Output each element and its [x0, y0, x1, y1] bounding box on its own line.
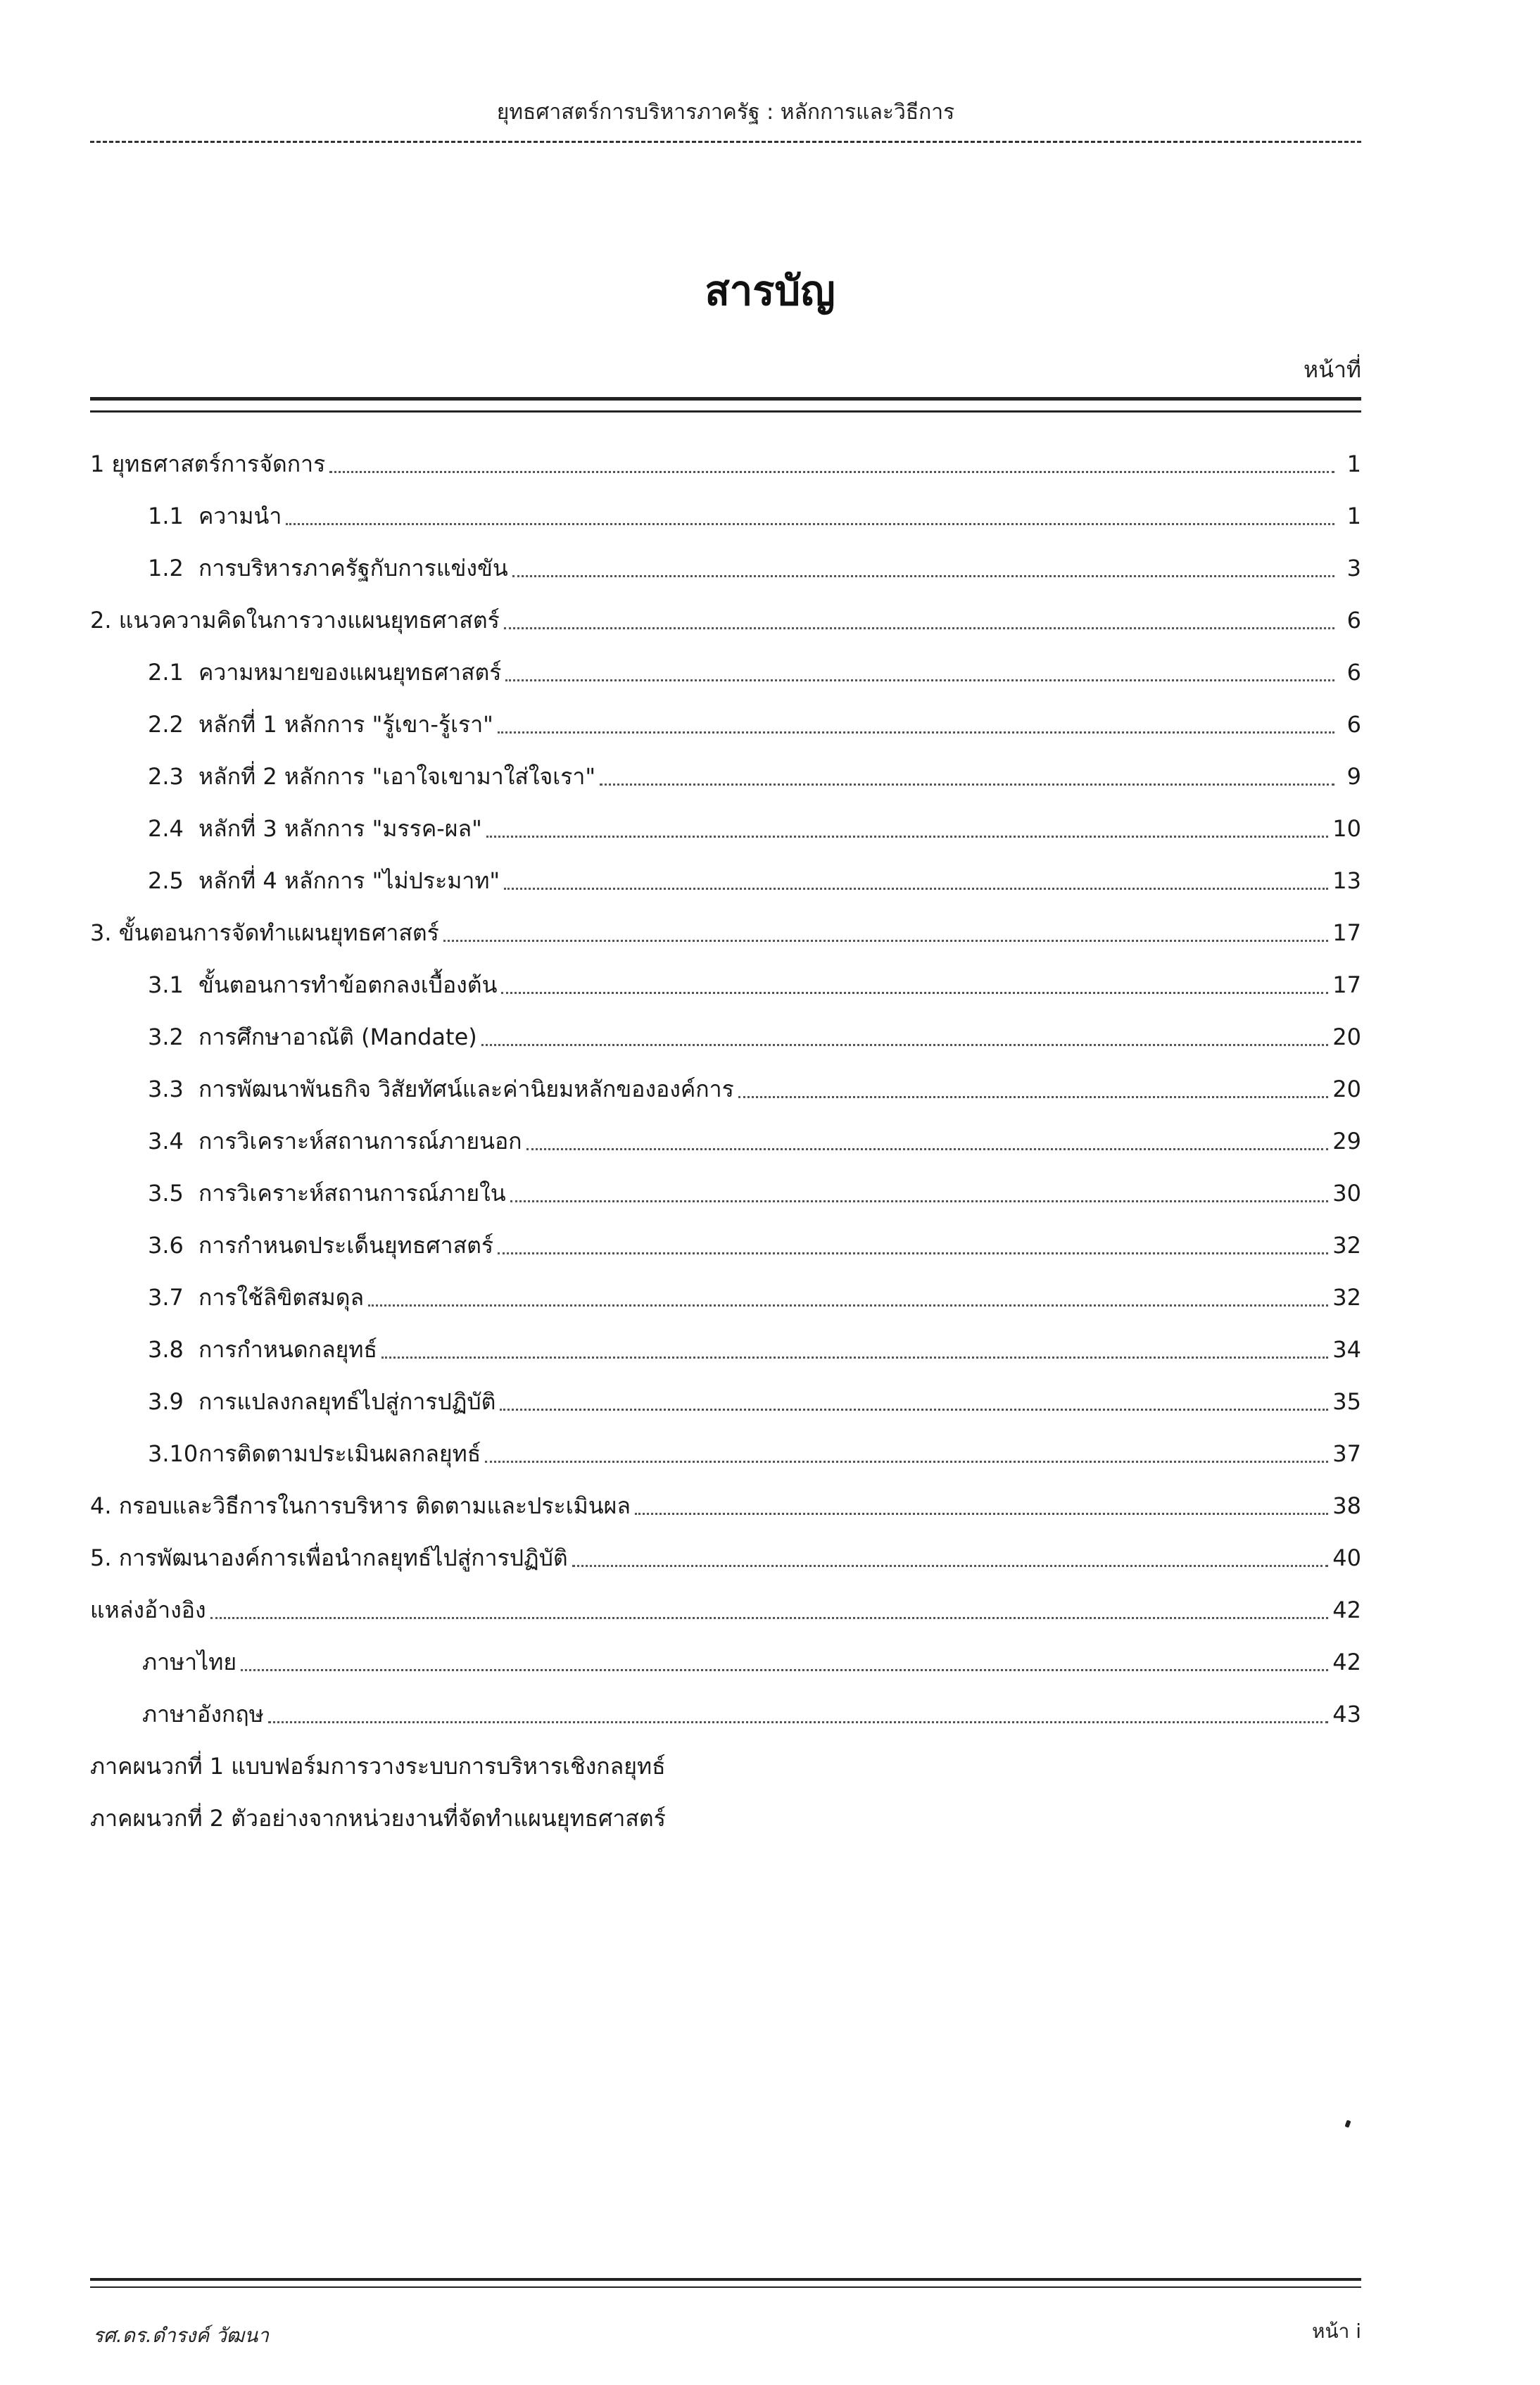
- toc-leader-dots: [504, 888, 1328, 890]
- toc-entry: [90, 438, 1361, 490]
- toc-entry: [90, 1792, 1361, 1844]
- toc-entry-number: 2.: [90, 607, 112, 634]
- toc-entry: [90, 1011, 1361, 1063]
- toc-leader-dots: [241, 1669, 1328, 1671]
- toc-entry: [90, 855, 1361, 907]
- toc-entry: [90, 1115, 1361, 1167]
- toc-entry-number: 3.3: [148, 1076, 184, 1102]
- toc-entry-number: 4.: [90, 1492, 112, 1519]
- toc-leader-dots: [381, 1357, 1328, 1359]
- toc-entry-title: ภาคผนวกที่ 2 ตัวอย่างจากหน่วยงานที่จัดทำแผนยุทธศาสตร์: [90, 1804, 666, 1832]
- toc-entry-title: หลักที่ 4 หลักการ "ไม่ประมาท": [198, 867, 500, 894]
- toc-leader-dots: [526, 1148, 1329, 1150]
- toc-entry-page: 37: [1332, 1440, 1361, 1467]
- toc-entry-number: 3.5: [148, 1180, 184, 1207]
- toc-entry-number: 1.2: [148, 555, 184, 581]
- toc-divider: [90, 397, 1361, 413]
- toc-entry-number: 2.1: [148, 659, 184, 686]
- toc-leader-dots: [498, 731, 1334, 734]
- toc-entry-title: หลักที่ 3 หลักการ "มรรค-ผล": [198, 814, 482, 842]
- toc-entry-title: การแปลงกลยุทธ์ไปสู่การปฏิบัติ: [198, 1387, 496, 1415]
- toc-entry: [90, 1376, 1361, 1428]
- toc-entry-title: การกำหนดกลยุทธ์: [198, 1335, 377, 1363]
- toc-entry-title: ความหมายของแผนยุทธศาสตร์: [198, 658, 502, 686]
- toc-leader-dots: [329, 471, 1334, 473]
- toc-entry: [90, 1636, 1361, 1688]
- toc-entry-number: 3.4: [148, 1128, 184, 1154]
- toc-entry-title: กรอบและวิธีการในการบริหาร ติดตามและประเมินผล: [118, 1492, 631, 1519]
- toc-entry-number: 2.2: [148, 711, 184, 738]
- toc-entry-title: หลักที่ 1 หลักการ "รู้เขา-รู้เรา": [198, 710, 493, 738]
- toc-entry-title: ภาษาไทย: [142, 1648, 237, 1675]
- toc-leader-dots: [510, 1200, 1329, 1202]
- toc-entry: [90, 959, 1361, 1011]
- toc-entry: [90, 1428, 1361, 1480]
- toc-entry-page: 3: [1346, 555, 1361, 581]
- toc-entry-page: 20: [1332, 1024, 1361, 1050]
- toc-entry-title: การบริหารภาครัฐกับการแข่งขัน: [198, 554, 508, 581]
- toc-entry-page: 17: [1332, 971, 1361, 998]
- toc-entry-number: 3.9: [148, 1388, 184, 1415]
- toc-entry: [90, 1532, 1361, 1584]
- toc-entry-page: 32: [1332, 1284, 1361, 1311]
- toc-leader-dots: [501, 992, 1328, 994]
- footer-author: รศ.ดร.ดำรงค์ วัฒนา: [93, 2324, 269, 2347]
- toc-entry-page: 6: [1346, 607, 1361, 634]
- toc-leader-dots: [738, 1096, 1328, 1098]
- toc-entry-number: 5.: [90, 1544, 112, 1571]
- toc-leader-dots: [210, 1617, 1329, 1619]
- toc-entry-title: การพัฒนาองค์การเพื่อนำกลยุทธ์ไปสู่การปฏิบัติ: [118, 1544, 568, 1571]
- toc-entry-page: 38: [1332, 1492, 1361, 1519]
- toc-entry: [90, 594, 1361, 646]
- page-column-label: หน้าที่: [1303, 356, 1361, 383]
- toc-entry-title: แนวความคิดในการวางแผนยุทธศาสตร์: [118, 606, 500, 634]
- toc-entry-title: ความนำ: [198, 502, 282, 529]
- toc-entry: [90, 1219, 1361, 1271]
- toc-entry-page: 35: [1332, 1388, 1361, 1415]
- toc-entry-number: 1.1: [148, 503, 184, 529]
- toc-entry: [90, 1480, 1361, 1532]
- toc-entry-title: การศึกษาอาณัติ (Mandate): [198, 1023, 477, 1050]
- toc-entry-page: 32: [1332, 1232, 1361, 1259]
- toc-leader-dots: [481, 1044, 1329, 1046]
- toc-leader-dots: [368, 1304, 1328, 1307]
- toc-entry: [90, 1584, 1361, 1636]
- toc-entry-title: ขั้นตอนการทำข้อตกลงเบื้องต้น: [198, 971, 498, 998]
- toc-leader-dots: [500, 1409, 1328, 1411]
- toc-entry-page: 29: [1332, 1128, 1361, 1154]
- toc-entry-page: 13: [1332, 867, 1361, 894]
- toc-entry: [90, 1740, 1361, 1792]
- toc-leader-dots: [268, 1721, 1328, 1723]
- toc-entry-number: 3.: [90, 919, 112, 946]
- toc-entry-title: การพัฒนาพันธกิจ วิสัยทัศน์และค่านิยมหลักขององค์การ: [198, 1075, 734, 1102]
- toc-entry-page: 20: [1332, 1076, 1361, 1102]
- toc-entry-title: การวิเคราะห์สถานการณ์ภายนอก: [198, 1127, 522, 1154]
- toc-entry-page: 6: [1346, 711, 1361, 738]
- toc-leader-dots: [485, 1461, 1328, 1463]
- toc-entry-title: การติดตามประเมินผลกลยุทธ์: [198, 1440, 481, 1467]
- toc-entry-number: 3.6: [148, 1232, 184, 1259]
- toc-entry-title: แหล่งอ้างอิง: [90, 1596, 206, 1623]
- toc-entry-page: 9: [1346, 763, 1361, 790]
- toc-entry-page: 42: [1332, 1597, 1361, 1623]
- toc-leader-dots: [498, 1252, 1328, 1254]
- toc-entry-title: ยุทธศาสตร์การจัดการ: [111, 450, 326, 477]
- toc-leader-dots: [572, 1565, 1329, 1567]
- toc-entry-number: 3.10: [148, 1440, 198, 1467]
- running-header: ยุทธศาสตร์การบริหารภาครัฐ : หลักการและวิธีการ: [496, 100, 955, 125]
- toc-entry-title: การกำหนดประเด็นยุทธศาสตร์: [198, 1231, 494, 1259]
- toc-entry-number: 3.2: [148, 1024, 184, 1050]
- toc-entry: [90, 1323, 1361, 1376]
- footer-divider: [90, 2278, 1361, 2288]
- toc-entry-number: 2.3: [148, 763, 184, 790]
- toc-entry: [90, 750, 1361, 803]
- toc-entry: [90, 803, 1361, 855]
- toc-entry: [90, 907, 1361, 959]
- toc-leader-dots: [600, 784, 1334, 786]
- toc-entry-number: 2.4: [148, 815, 184, 842]
- toc-entry: [90, 490, 1361, 542]
- toc-leader-dots: [635, 1513, 1328, 1515]
- toc-entry-page: 42: [1332, 1649, 1361, 1675]
- footer-page-number: หน้า i: [1312, 2320, 1361, 2343]
- toc-entry-title: การวิเคราะห์สถานการณ์ภายใน: [198, 1179, 506, 1207]
- toc-entry-page: 40: [1332, 1544, 1361, 1571]
- toc-entry-title: หลักที่ 2 หลักการ "เอาใจเขามาใส่ใจเรา": [198, 762, 596, 790]
- toc-entry-number: 2.5: [148, 867, 184, 894]
- toc-entry-title: การใช้ลิขิตสมดุล: [198, 1283, 365, 1311]
- toc-entry: [90, 1167, 1361, 1219]
- toc-entry-page: 1: [1346, 451, 1361, 477]
- toc-entry-number: 3.1: [148, 971, 184, 998]
- toc-entry-page: 17: [1332, 919, 1361, 946]
- toc-entry: [90, 1271, 1361, 1323]
- toc-entry-page: 10: [1332, 815, 1361, 842]
- toc-entry-page: 1: [1346, 503, 1361, 529]
- toc-entry: [90, 542, 1361, 594]
- toc-entry: [90, 646, 1361, 698]
- toc-entry-number: 3.8: [148, 1336, 184, 1363]
- toc-entry: [90, 1688, 1361, 1740]
- toc-leader-dots: [505, 679, 1334, 681]
- toc-entry-page: 30: [1332, 1180, 1361, 1207]
- toc-entry-title: ขั้นตอนการจัดทำแผนยุทธศาสตร์: [118, 919, 439, 946]
- toc-leader-dots: [504, 627, 1334, 629]
- toc-entry-title: ภาคผนวกที่ 1 แบบฟอร์มการวางระบบการบริหารเชิงกลยุทธ์: [90, 1752, 666, 1780]
- toc-entry-number: 3.7: [148, 1284, 184, 1311]
- toc-entry: [90, 1063, 1361, 1115]
- toc-entry: [90, 698, 1361, 750]
- toc-entry-page: 34: [1332, 1336, 1361, 1363]
- toc-entry-page: 6: [1346, 659, 1361, 686]
- toc-leader-dots: [443, 940, 1328, 942]
- toc-entry-number: 1: [90, 451, 105, 477]
- header-divider: [90, 141, 1361, 143]
- toc-leader-dots: [512, 575, 1334, 577]
- stray-ink-mark: [1344, 2120, 1351, 2127]
- toc-list: [90, 438, 1361, 1844]
- toc-leader-dots: [286, 523, 1334, 525]
- toc-title: สารบัญ: [705, 267, 835, 315]
- toc-leader-dots: [486, 836, 1328, 838]
- toc-entry-title: ภาษาอังกฤษ: [142, 1700, 264, 1728]
- toc-entry-page: 43: [1332, 1701, 1361, 1728]
